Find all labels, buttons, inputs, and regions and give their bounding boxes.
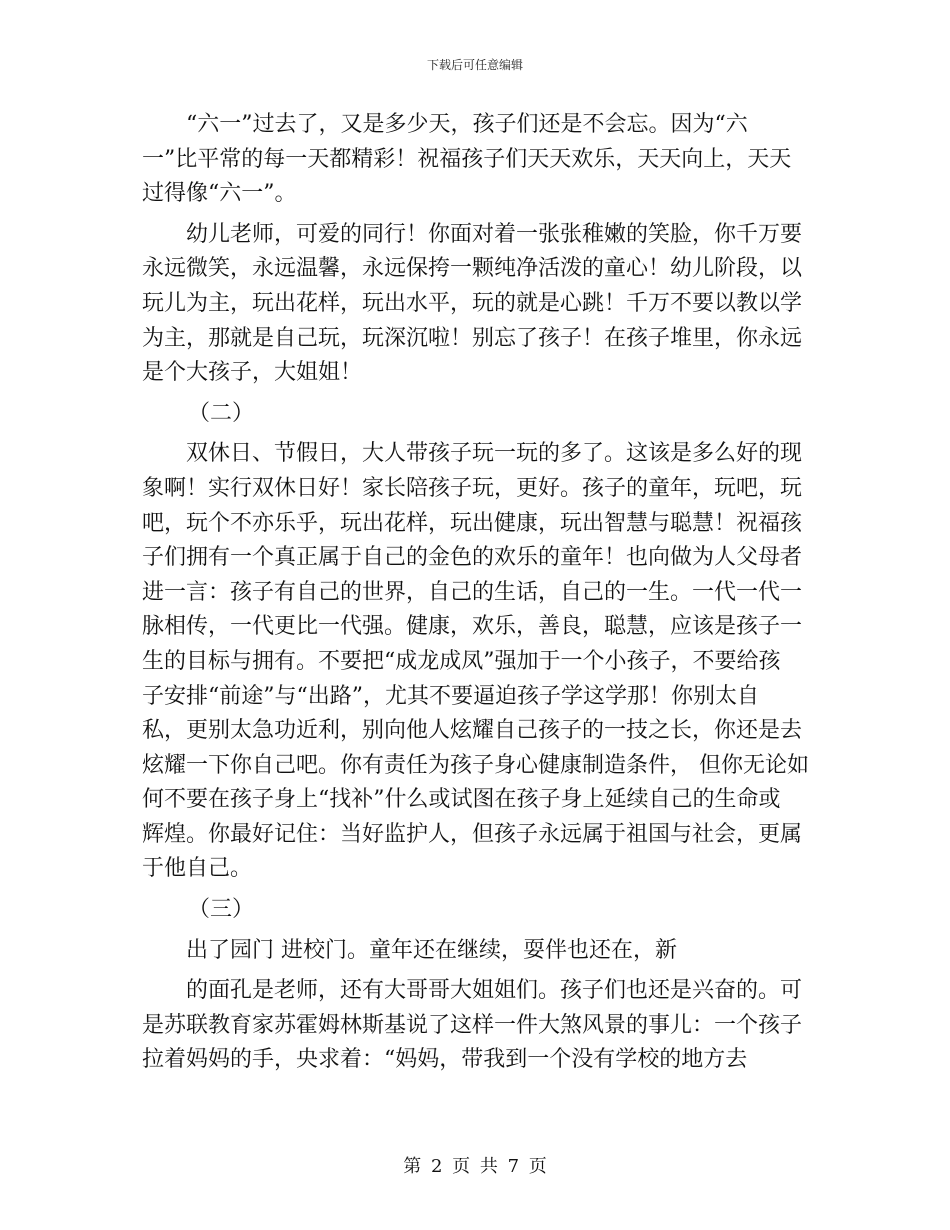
section-heading: （二） [188, 400, 255, 426]
text-line: 一”比平常的每一天都精彩！祝福孩子们天天欢乐，天天向上，天天 [142, 146, 792, 172]
document-body [142, 108, 812, 1078]
text-line: 是苏联教育家苏霍姆林斯基说了这样一件大煞风景的事儿：一个孩子 [142, 1012, 803, 1038]
text-line: 过得像“六一”。 [142, 181, 297, 207]
text-line: 脉相传，一代更比一代强。健康，欢乐，善良，聪慧，应该是孩子一 [142, 614, 803, 640]
text-line: 拉着妈妈的手，央求着：“妈妈，带我到一个没有学校的地方去 [142, 1047, 748, 1073]
text-line: 何不要在孩子身上“找补”什么或试图在孩子身上延续自己的生命或 [142, 787, 781, 813]
text-line: 子安排“前途”与“出路”，尤其不要逼迫孩子学这学那！你别太自 [142, 683, 759, 709]
text-line: 的面孔是老师，还有大哥哥大姐姐们。孩子们也还是兴奋的。可 [186, 978, 803, 1004]
text-line: 双休日、节假日，大人带孩子玩一玩的多了。这该是多么好的现 [186, 441, 803, 467]
text-line: 进一言：孩子有自己的世界，自己的生话，自己的一生。一代一代一 [142, 579, 803, 605]
text-line: 生的目标与拥有。不要把“成龙成凤”强加于一个小孩子，不要给孩 [142, 648, 781, 674]
text-line: 象啊！实行双休日好！家长陪孩子玩，更好。孩子的童年，玩吧，玩 [142, 475, 803, 501]
text-line: 是个大孩子，大姐姐！ [142, 360, 363, 386]
text-line: 炫耀一下你自己吧。你有责任为孩子身心健康制造条件， 但你无论如 [142, 752, 809, 778]
text-line: 幼儿老师，可爱的同行！你面对着一张张稚嫩的笑脸，你千万要 [186, 221, 803, 247]
text-line: 子们拥有一个真正属于自己的金色的欢乐的童年！也向做为人父母者 [142, 545, 803, 571]
text-line: 私，更别太急功近利，别向他人炫耀自己孩子的一技之长，你还是去 [142, 718, 803, 744]
page-header: 下载后可任意编辑 [426, 58, 523, 72]
page-number: 第 2 页 共 7 页 [403, 1156, 547, 1177]
text-line: 辉煌。你最好记住：当好监护人，但孩子永远属于祖国与社会，更属 [142, 821, 803, 847]
text-line: 玩儿为主，玩出花样，玩出水平，玩的就是心跳！千万不要以教以学 [142, 290, 803, 316]
text-line: “六一”过去了，又是多少天，孩子们还是不会忘。因为“六 [186, 112, 748, 137]
text-line: 为主，那就是自己玩，玩深沉啦！别忘了孩子！在孩子堆里，你永远 [142, 325, 803, 351]
text-line: 出了园门 进校门。童年还在继续，耍伴也还在，新 [186, 937, 677, 963]
text-line: 永远微笑，永远温馨，永远保挎一颗纯净活泼的童心！幼儿阶段，以 [142, 256, 803, 282]
section-heading: （三） [188, 897, 255, 923]
text-line: 吧，玩个不亦乐乎，玩出花样，玩出健康，玩出智慧与聪慧！祝福孩 [142, 510, 803, 536]
text-line: 于他自己。 [142, 856, 253, 882]
